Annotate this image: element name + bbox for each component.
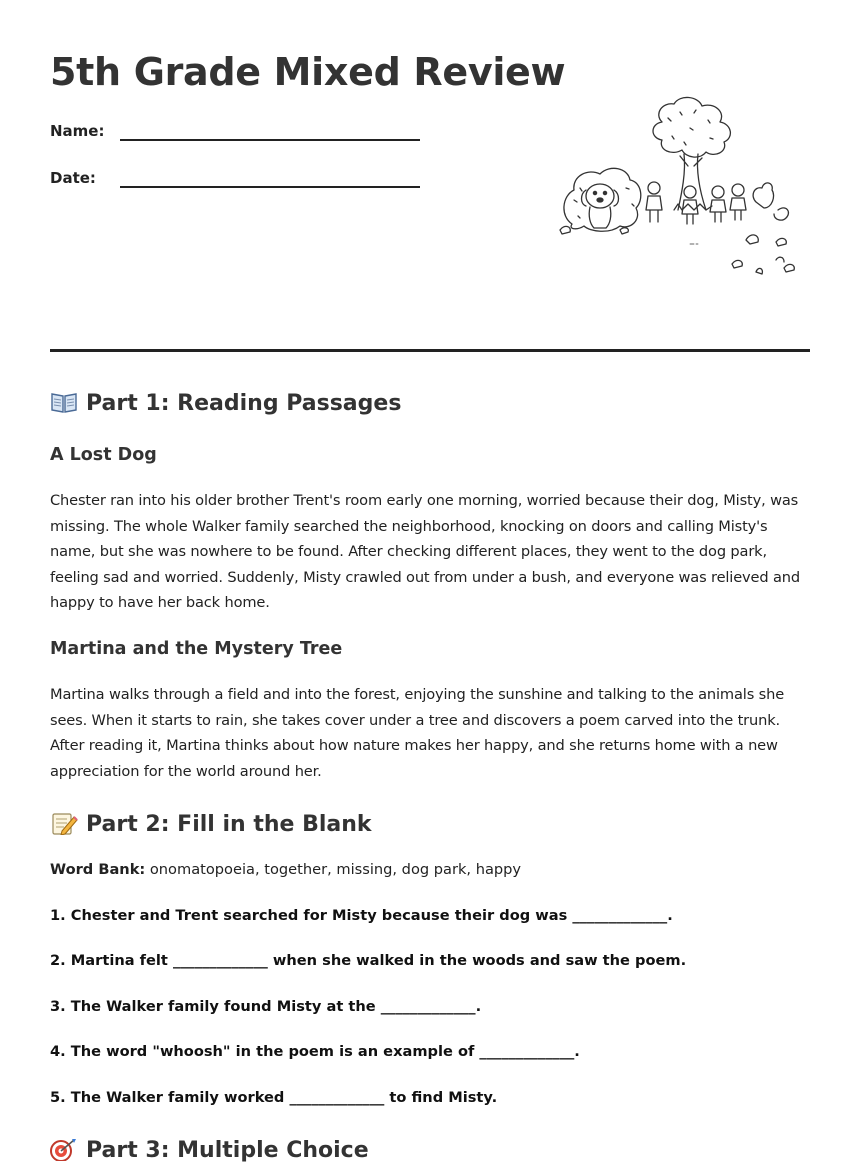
passage2-text: Martina walks through a field and into the forest, enjoying the sunshine and talking to the animals she sees. When it starts to rain, she takes cover under a tree and discovers a poem carved into the trunk. After reading it, Martina thinks about how nature makes her happy, and she returns home with a new appreciation for the world around her. — [50, 686, 785, 780]
part2-heading — [50, 811, 372, 837]
name-label: Name: — [50, 122, 105, 140]
passage1-text: Chester ran into his older brother Trent's room early one morning, worried because their dog, Misty, was missing. The whole Walker family searched the neighborhood, knocking on doors and calling Misty's name, but she was nowhere to be found. After checking different places, they went to the dog park, feeling sad and worried. Suddenly, Misty crawled out from under a bush, and everyone was relieved and happy to have her back home. — [50, 492, 800, 611]
part1-heading — [50, 390, 401, 416]
page-title: 5th Grade Mixed Review — [50, 50, 566, 94]
word-bank-label: Word Bank: — [50, 861, 146, 878]
park-illustration — [550, 92, 800, 282]
tree-trunk — [678, 154, 706, 210]
part1-heading-text: Part 1: Reading Passages — [86, 391, 402, 416]
section-divider — [50, 349, 810, 352]
tree-canopy — [653, 97, 730, 157]
question-1: 1. Chester and Trent searched for Misty because their dog was _____________. — [50, 907, 673, 924]
question-4: 4. The word "whoosh" in the poem is an example of _____________. — [50, 1043, 580, 1060]
passage1-title: A Lost Dog — [50, 445, 157, 465]
part2-heading-text: Part 2: Fill in the Blank — [86, 812, 372, 837]
question-2: 2. Martina felt _____________ when she walked in the woods and saw the poem. — [50, 952, 687, 969]
date-line — [120, 186, 420, 188]
children — [646, 182, 746, 224]
name-field — [50, 122, 420, 152]
part3-heading — [50, 1137, 369, 1163]
part3-heading-text: Part 3: Multiple Choice — [86, 1138, 369, 1163]
passage2-title: Martina and the Mystery Tree — [50, 639, 343, 659]
target-dart-icon — [50, 1137, 78, 1161]
name-line — [120, 139, 420, 141]
question-3: 3. The Walker family found Misty at the _____________. — [50, 998, 482, 1015]
memo-pencil-icon — [50, 811, 78, 835]
date-field — [50, 169, 420, 199]
date-label: Date: — [50, 169, 96, 187]
open-book-icon — [50, 390, 78, 414]
question-5: 5. The Walker family worked _____________ to find Misty. — [50, 1089, 498, 1106]
word-bank-words: onomatopoeia, together, missing, dog park, happy — [149, 861, 522, 878]
dog — [582, 184, 619, 228]
word-bank — [50, 861, 521, 878]
